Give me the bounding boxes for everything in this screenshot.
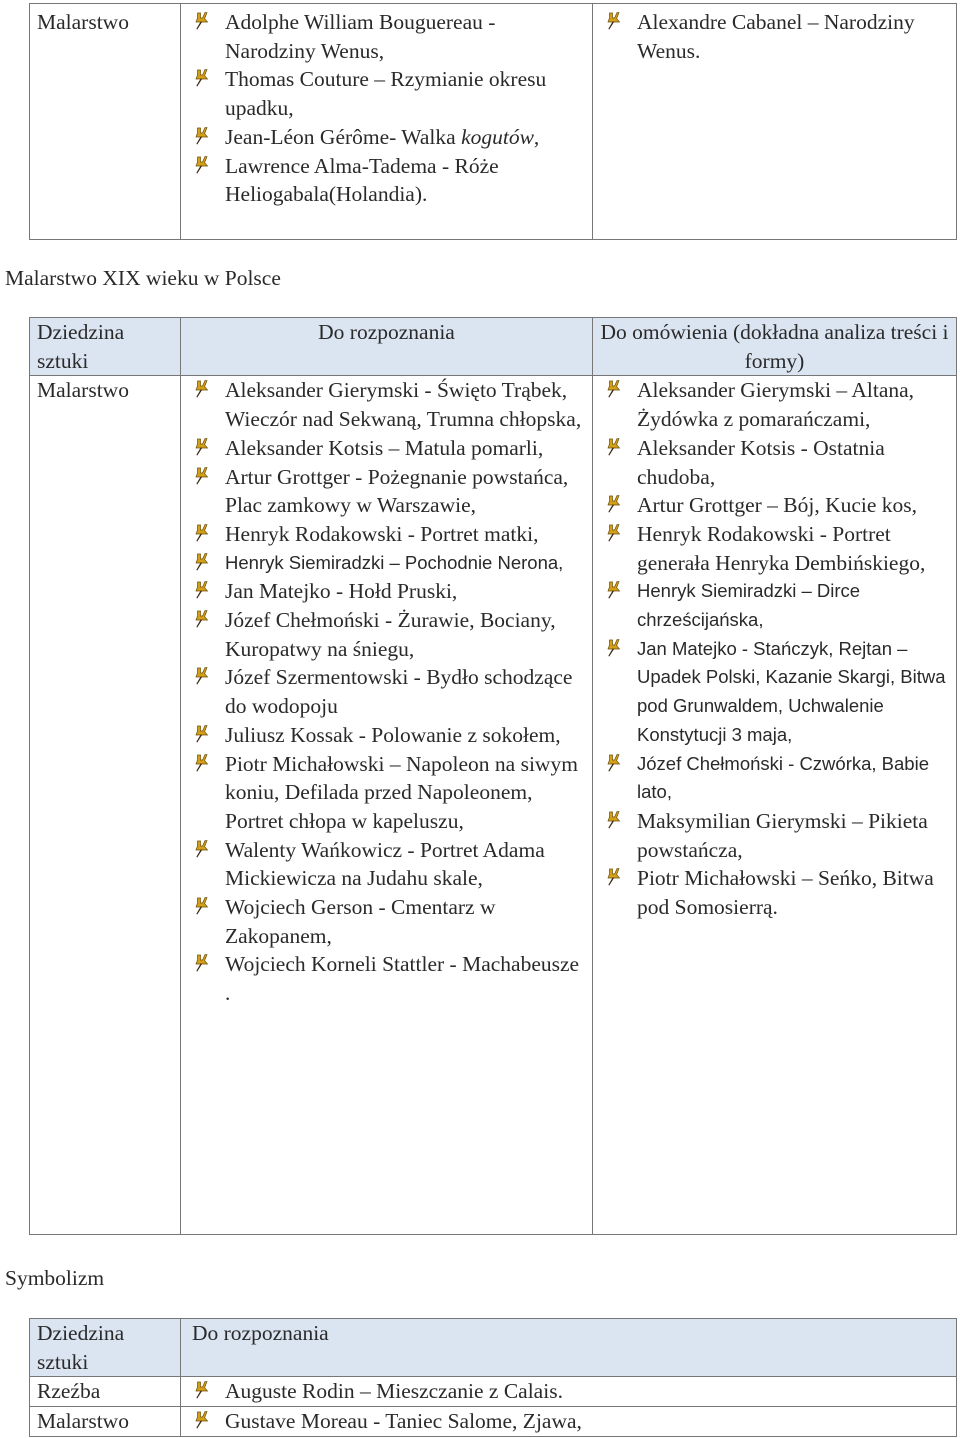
list-item: Aleksander Kotsis – Matula pomarli, bbox=[225, 434, 586, 463]
pushpin-icon bbox=[193, 754, 210, 773]
list-item: Auguste Rodin – Mieszczanie z Calais. bbox=[225, 1377, 950, 1406]
recognize-list bbox=[225, 376, 586, 1007]
header-field: Dziedzina sztuki bbox=[30, 318, 181, 376]
table-row bbox=[30, 4, 957, 240]
symbolism-table bbox=[29, 1318, 957, 1437]
pushpin-icon bbox=[193, 610, 210, 629]
header-recognize: Do rozpoznania bbox=[181, 318, 593, 376]
list-item: Aleksander Kotsis - Ostatnia chudoba, bbox=[637, 434, 950, 491]
field-cell: Malarstwo bbox=[30, 1407, 181, 1437]
pushpin-icon bbox=[193, 954, 210, 973]
list-item: Józef Chełmoński - Żurawie, Bociany, Kuropatwy na śniegu, bbox=[225, 606, 586, 663]
list-item: Maksymilian Gierymski – Pikieta powstańcza, bbox=[637, 807, 950, 864]
list-item: Artur Grottger - Pożegnanie powstańca, Plac zamkowy w Warszawie, bbox=[225, 463, 586, 520]
pushpin-icon bbox=[193, 725, 210, 744]
pushpin-icon bbox=[193, 467, 210, 486]
table-row bbox=[30, 376, 957, 1235]
list-item: Piotr Michałowski – Seńko, Bitwa pod Somosierrą. bbox=[637, 864, 950, 921]
pushpin-icon bbox=[193, 380, 210, 399]
pushpin-icon bbox=[193, 897, 210, 916]
list-item: Walenty Wańkowicz - Portret Adama Mickiewicza na Judahu skale, bbox=[225, 836, 586, 893]
recognize-cell bbox=[181, 4, 593, 240]
pushpin-icon bbox=[193, 156, 210, 175]
recognize-list bbox=[225, 8, 586, 209]
list-item: Józef Szermentowski - Bydło schodzące do wodopoju bbox=[225, 663, 586, 720]
pushpin-icon bbox=[605, 524, 622, 543]
field-cell bbox=[30, 4, 181, 240]
header-recognize: Do rozpoznania bbox=[181, 1319, 957, 1377]
discuss-cell bbox=[593, 4, 957, 240]
pushpin-icon bbox=[605, 12, 622, 31]
field-label: Malarstwo bbox=[37, 10, 129, 34]
pushpin-icon bbox=[193, 524, 210, 543]
list-item: Juliusz Kossak - Polowanie z sokołem, bbox=[225, 721, 586, 750]
pushpin-icon bbox=[193, 127, 210, 146]
list-item: Piotr Michałowski – Napoleon na siwym koniu, Defilada przed Napoleonem, Portret chłopa w kapeluszu, bbox=[225, 750, 586, 836]
discuss-cell bbox=[593, 376, 957, 1235]
pushpin-icon bbox=[193, 1381, 210, 1400]
pushpin-icon bbox=[605, 639, 622, 658]
list-item: Jan Matejko - Stańczyk, Rejtan – Upadek Polski, Kazanie Skargi, Bitwa pod Grunwaldem, Uchwalenie Konstytucji 3 maja, bbox=[637, 635, 950, 750]
field-cell bbox=[30, 376, 181, 1235]
pushpin-icon bbox=[193, 840, 210, 859]
pushpin-icon bbox=[193, 667, 210, 686]
pushpin-icon bbox=[605, 811, 622, 830]
list-item: Aleksander Gierymski - Święto Trąbek, Wieczór nad Sekwaną, Trumna chłopska, bbox=[225, 376, 586, 433]
list-item: Wojciech Gerson - Cmentarz w Zakopanem, bbox=[225, 893, 586, 950]
table-header-row bbox=[30, 1319, 957, 1377]
recognize-cell bbox=[181, 1407, 957, 1437]
pushpin-icon bbox=[605, 495, 622, 514]
section-heading: Symbolizm bbox=[5, 1266, 105, 1290]
field-cell: Rzeźba bbox=[30, 1377, 181, 1407]
header-discuss: Do omówienia (dokładna analiza treści i formy) bbox=[593, 318, 957, 376]
table-row bbox=[30, 1377, 957, 1407]
recognize-list bbox=[225, 1407, 950, 1436]
list-item: Adolphe William Bouguereau - Narodziny Wenus, bbox=[225, 8, 586, 65]
pushpin-icon bbox=[193, 12, 210, 31]
pushpin-icon bbox=[605, 754, 622, 773]
discuss-list bbox=[637, 376, 950, 921]
list-item: Henryk Siemiradzki – Pochodnie Nerona, bbox=[225, 549, 586, 578]
list-item: Jan Matejko - Hołd Pruski, bbox=[225, 577, 586, 606]
pushpin-icon bbox=[193, 69, 210, 88]
polish-painting-table bbox=[29, 317, 957, 1235]
pushpin-icon bbox=[605, 438, 622, 457]
table-row bbox=[30, 1407, 957, 1437]
discuss-list bbox=[637, 8, 950, 65]
list-item: Henryk Rodakowski - Portret generała Henryka Dembińskiego, bbox=[637, 520, 950, 577]
header-field: Dziedzina sztuki bbox=[30, 1319, 181, 1377]
recognize-cell bbox=[181, 376, 593, 1235]
table-header-row bbox=[30, 318, 957, 376]
pushpin-icon bbox=[605, 380, 622, 399]
pushpin-icon bbox=[193, 1411, 210, 1430]
pushpin-icon bbox=[605, 868, 622, 887]
list-item: Aleksander Gierymski – Altana, Żydówka z pomarańczami, bbox=[637, 376, 950, 433]
list-item: Józef Chełmoński - Czwórka, Babie lato, bbox=[637, 750, 950, 807]
list-item: Henryk Siemiradzki – Dirce chrześcijańska, bbox=[637, 577, 950, 634]
list-item: Wojciech Korneli Stattler - Machabeusze . bbox=[225, 950, 586, 1007]
list-item: Henryk Rodakowski - Portret matki, bbox=[225, 520, 586, 549]
list-item: Lawrence Alma-Tadema - Róże Heliogabala(Holandia). bbox=[225, 152, 586, 209]
recognize-cell bbox=[181, 1377, 957, 1407]
section-heading: Malarstwo XIX wieku w Polsce bbox=[5, 266, 281, 290]
list-item: Alexandre Cabanel – Narodziny Wenus. bbox=[637, 8, 950, 65]
pushpin-icon bbox=[193, 553, 210, 572]
list-item: Artur Grottger – Bój, Kucie kos, bbox=[637, 491, 950, 520]
recognize-list bbox=[225, 1377, 950, 1406]
field-label: Malarstwo bbox=[37, 378, 129, 403]
pushpin-icon bbox=[605, 581, 622, 600]
pushpin-icon bbox=[193, 581, 210, 600]
list-item: Jean-Léon Gérôme- Walka kogutów, bbox=[225, 123, 586, 152]
list-item: Gustave Moreau - Taniec Salome, Zjawa, bbox=[225, 1407, 950, 1436]
pushpin-icon bbox=[193, 438, 210, 457]
list-item: Thomas Couture – Rzymianie okresu upadku, bbox=[225, 65, 586, 122]
paintings-table-top bbox=[29, 3, 957, 240]
